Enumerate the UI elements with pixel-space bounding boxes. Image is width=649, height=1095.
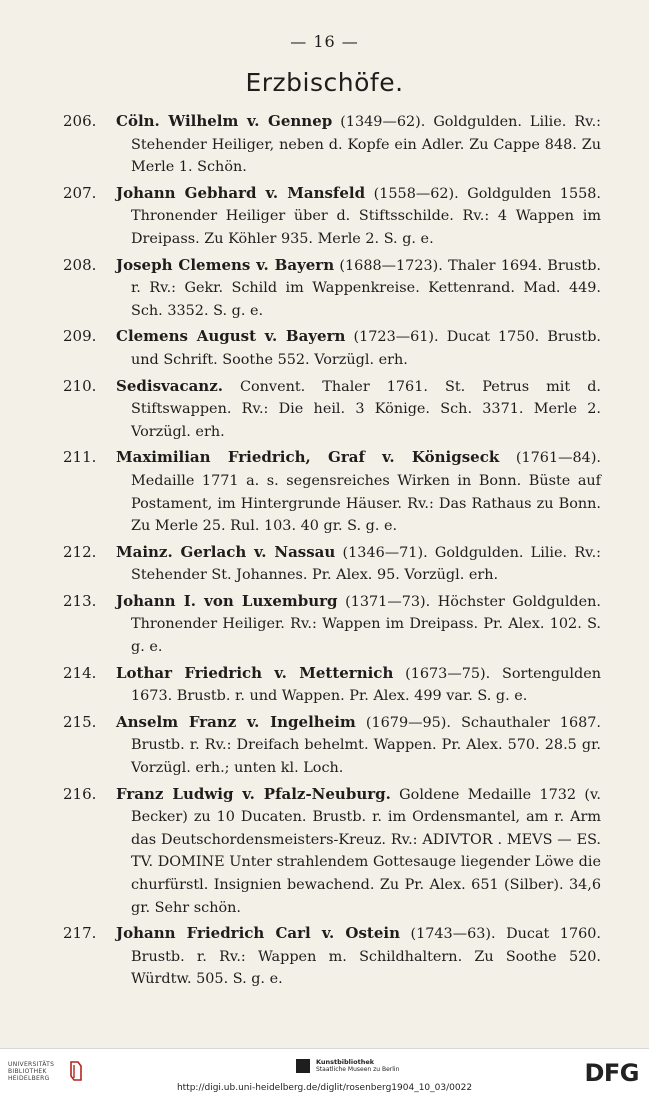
entry-description: (1679—95). Schauthaler 1687. Brustb. r. Rv.: Dreifach behelmt. Wappen. Pr. Alex. 570. 28.5 gr. Vorzügl. erh.; unten kl. Loch. [131,714,601,777]
entry-number: 215. [63,712,97,731]
entry-number: 213. [63,591,97,610]
entry-body [116,662,602,708]
entry-heading: Maximilian Friedrich, Graf v. Königseck [116,448,500,467]
entry-description: (1688—1723). Thaler 1694. Brustb. r. Rv.: Gekr. Schild im Wappenkreise. Kettenrand. Mad. 449. Sch. 3352. S. g. e. [131,257,601,319]
entry-body [116,182,601,251]
entry-body [116,922,601,991]
entry-description: Goldene Medaille 1732 (v. Becker) zu 10 Ducaten. Brustb. r. im Ordensmantel, am r. Arm das Deutschordensmeisters-Kreuz. Rv.: ADIVTOR . MEVS — ES. TV. DOMINE Unter strahlendem Gottesauge liegender Löwe die churfürstl. Insignien bewachend. Zu Pr. Alex. 651 (Silber). 34,6 gr. Sehr schön. [131,786,601,916]
catalog-entries [0,110,649,994]
entry-number: 216. [63,784,97,803]
entry-heading: Clemens August v. Bayern [116,327,346,346]
entry-number: 211. [63,448,97,467]
entry-description: (1349—62). Goldgulden. Lilie. Rv.: Stehender Heiliger, neben d. Kopfe ein Adler. Zu Cappe 848. Zu Merle 1. Schön. [131,114,602,176]
catalog-entry [0,590,649,659]
entry-number: 208. [63,255,97,274]
footer-bar [0,1048,649,1095]
entry-description: (1371—73). Höchster Goldgulden. Thronender Heiliger. Rv.: Wappen im Dreipass. Pr. Alex. 102. S. g. e. [131,593,601,656]
entry-body [116,325,601,371]
entry-description: (1761—84). Medaille 1771 a. s. segensreiches Wirken in Bonn. Büste auf Postament, im Hintergrunde Häuser. Rv.: Das Rathaus zu Bonn. Zu Merle 25. Rul. 103. 40 gr. S. g. e. [131,450,602,535]
entry-number: 207. [63,183,97,202]
uni-line-3: HEIDELBERG [8,1074,50,1082]
entry-description: (1558—62). Goldgulden 1558. Thronender Heiliger über d. Stiftsschilde. Rv.: 4 Wappen im Dreipass. Zu Köhler 935. Merle 2. S. g. e. [131,185,601,247]
kunstbibliothek-square-icon [296,1059,310,1073]
entry-body [116,711,601,780]
entry-heading: Cöln. Wilhelm v. Gennep [116,112,333,130]
catalog-entry [0,325,649,371]
entry-heading: Mainz. Gerlach v. Nassau [116,542,336,561]
catalog-entry [0,375,649,444]
kb-line-1: Kunstbibliothek [316,1058,375,1066]
heidelberg-crest-icon [68,1060,84,1082]
entry-body [116,110,602,179]
catalog-entry [0,662,649,708]
entry-description: (1743—63). Ducat 1760. Brustb. r. Rv.: Wappen m. Schildhaltern. Zu Soothe 520. Würdtw. 505. S. g. e. [131,926,601,988]
entry-body [116,254,601,323]
entry-number: 217. [63,924,97,943]
entry-number: 212. [63,542,97,561]
entry-body [116,541,602,587]
page-number: — 16 — [290,32,359,51]
entry-description: (1346—71). Goldgulden. Lilie. Rv.: Stehender St. Johannes. Pr. Alex. 95. Vorzügl. erh. [131,544,602,584]
catalog-entry [0,182,649,251]
entry-body [116,375,601,444]
kunstbibliothek-logo[interactable] [296,1059,399,1073]
uni-line-2: BIBLIOTHEK [8,1067,47,1075]
section-title: Erzbischöfe. [245,68,404,97]
entry-heading: Sedisvacanz. [116,376,223,395]
uni-line-1: UNIVERSITÄTS [8,1060,55,1068]
catalog-entry [0,711,649,780]
entry-description: (1673—75). Sortengulden 1673. Brustb. r. und Wappen. Pr. Alex. 499 var. S. g. e. [131,665,602,705]
entry-description: Convent. Thaler 1761. St. Petrus mit d. Stiftswappen. Rv.: Die heil. 3 Könige. Sch. 3371. Merle 2. Vorzügl. erh. [131,378,601,440]
permalink-url[interactable]: http://digi.ub.uni-heidelberg.de/diglit/rosenberg1904_10_03/0022 [176,1083,473,1093]
catalog-entry [0,446,649,537]
entry-number: 214. [63,663,97,682]
entry-body [116,783,601,920]
catalog-entry [0,110,649,179]
entry-heading: Joseph Clemens v. Bayern [116,255,335,274]
dfg-logo[interactable]: DFG [584,1059,639,1087]
entry-number: 209. [63,327,97,346]
entry-body [116,590,601,659]
entry-heading: Anselm Franz v. Ingelheim [116,712,356,731]
entry-body [116,446,602,537]
entry-heading: Johann Friedrich Carl v. Ostein [116,924,400,943]
entry-heading: Franz Ludwig v. Pfalz-Neuburg. [116,784,391,803]
catalog-entry [0,922,649,991]
entry-heading: Johann I. von Luxemburg [116,591,338,610]
entry-heading: Johann Gebhard v. Mansfeld [116,183,366,202]
university-library-logo[interactable] [8,1057,84,1085]
entry-heading: Lothar Friedrich v. Metternich [116,663,394,682]
entry-number: 210. [63,376,97,395]
catalog-entry [0,254,649,323]
entry-description: (1723—61). Ducat 1750. Brustb. und Schrift. Soothe 552. Vorzügl. erh. [131,329,601,368]
catalog-entry [0,541,649,587]
entry-number: 206. [63,112,97,130]
catalog-entry [0,783,649,920]
kb-line-2: Staatliche Museen zu Berlin [316,1066,400,1073]
